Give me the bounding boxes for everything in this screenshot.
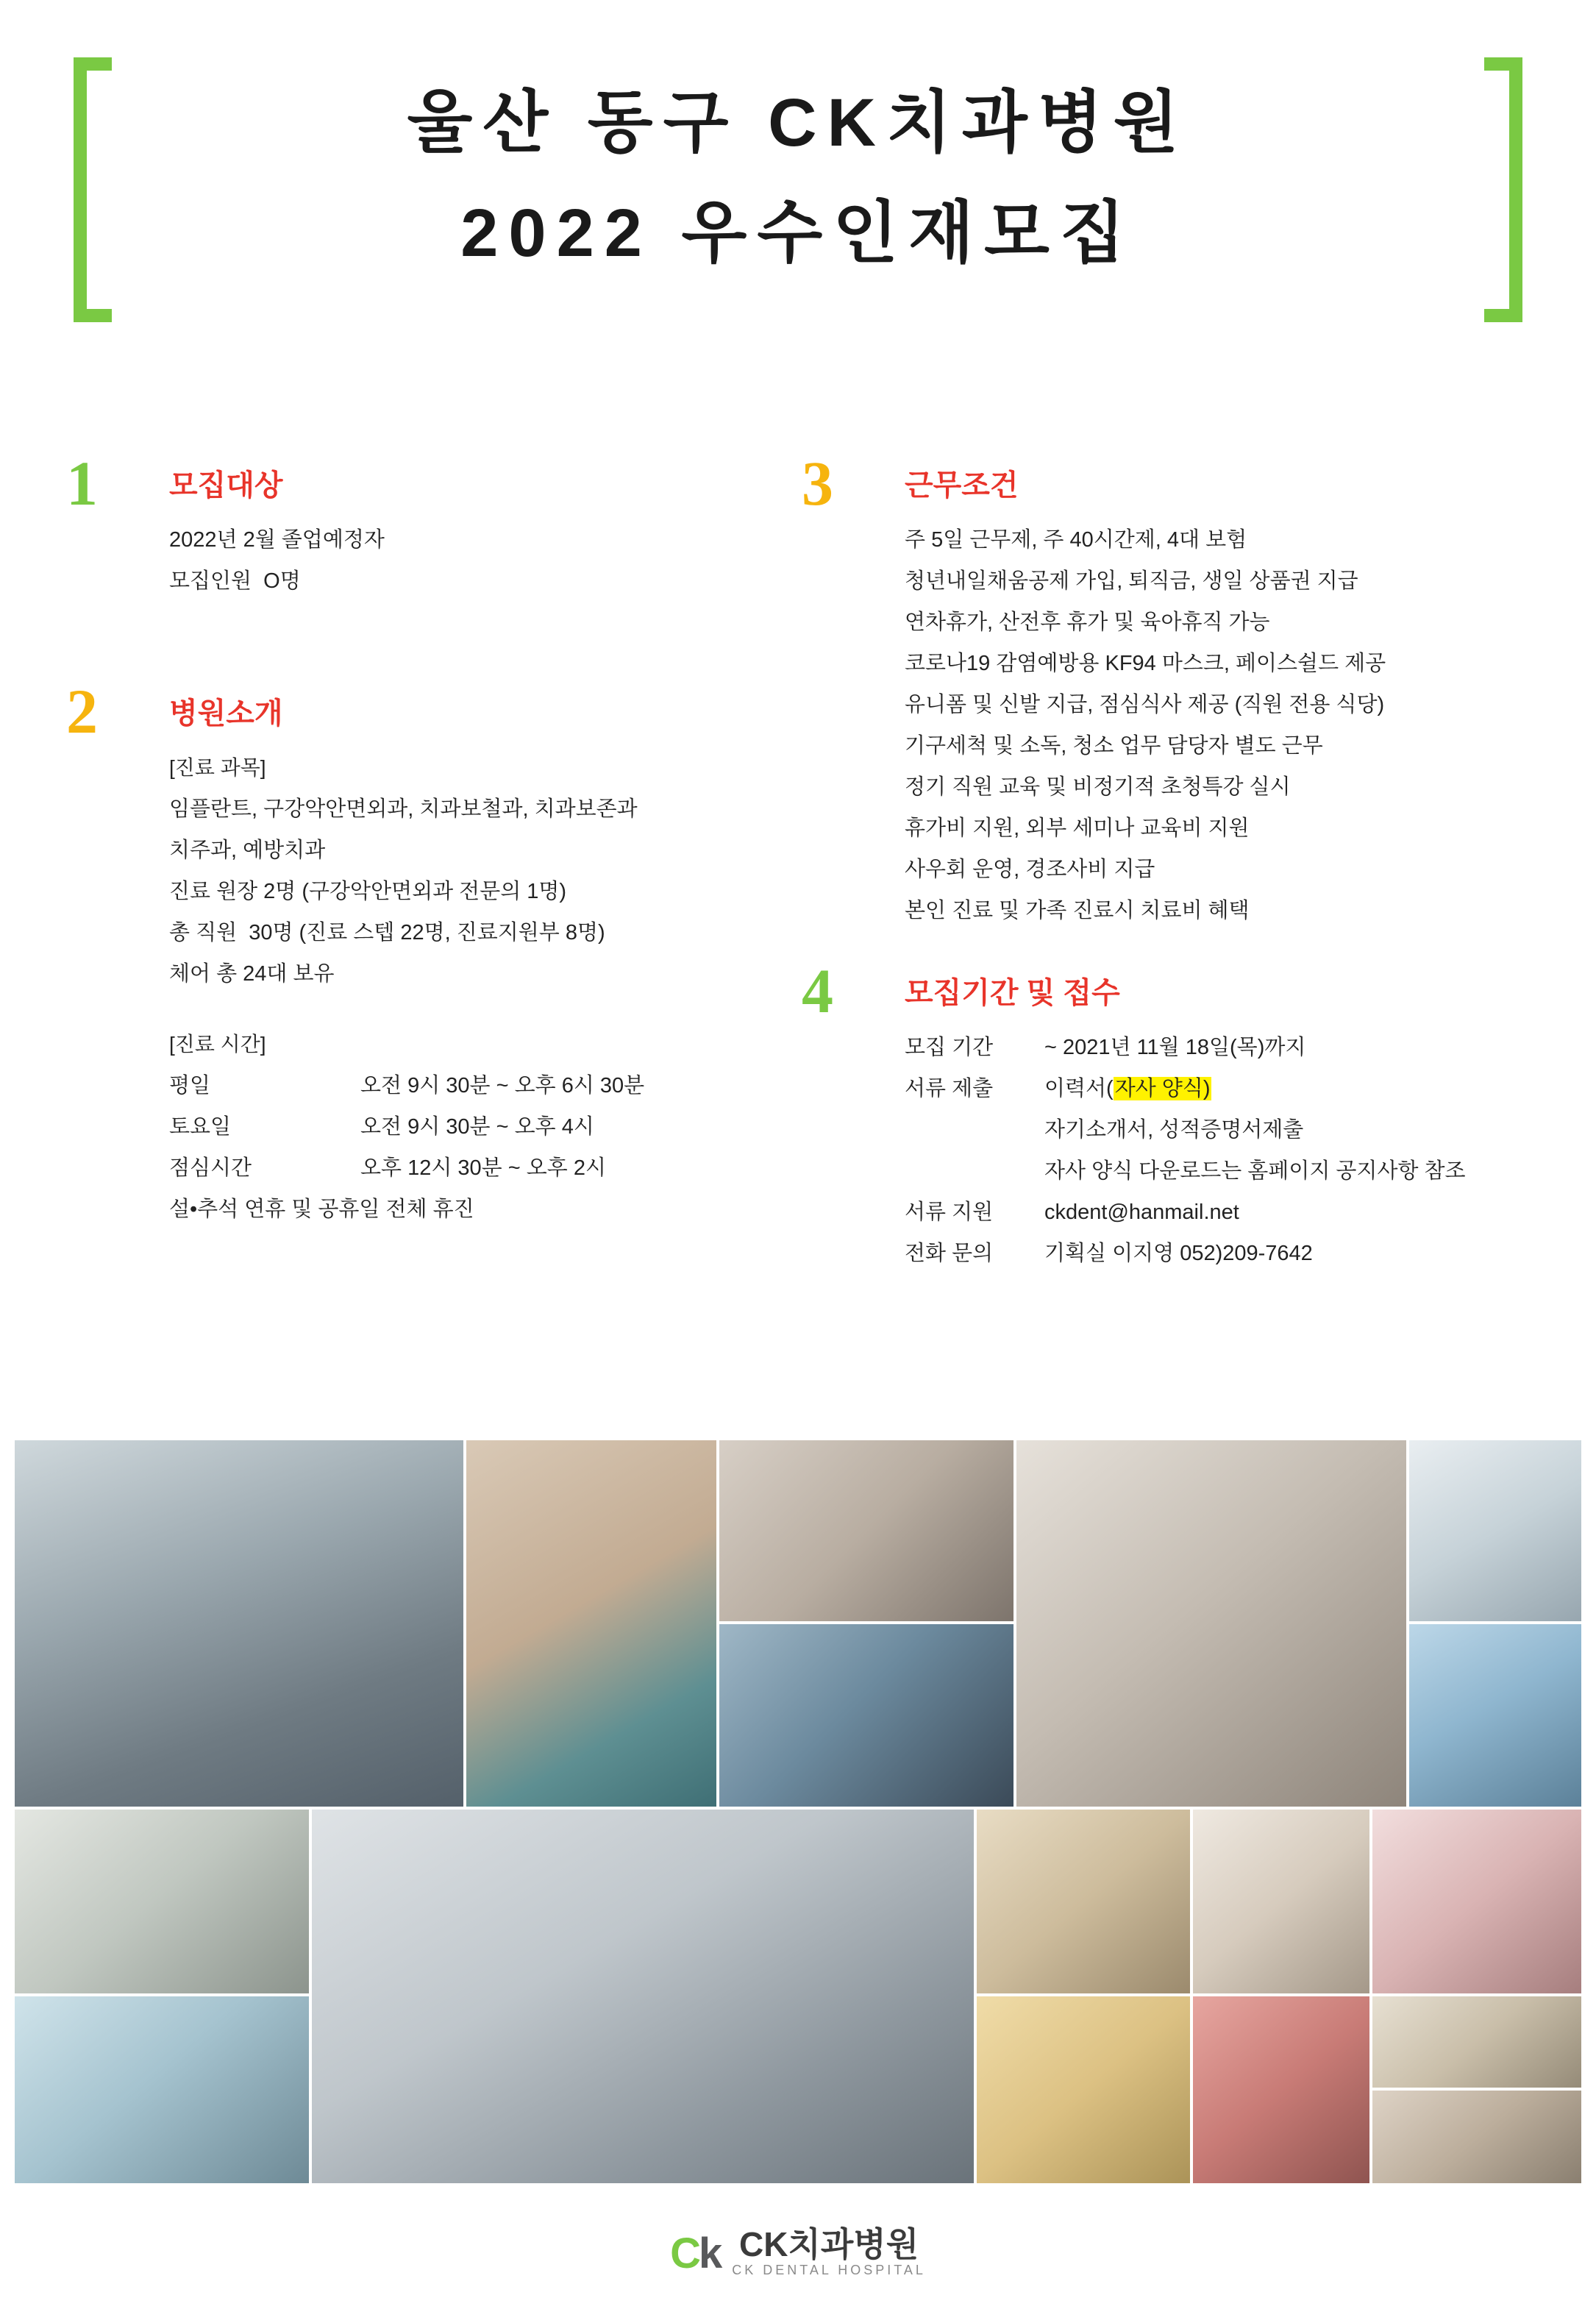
photo-treatment-closeup: [719, 1624, 1013, 1807]
hours-value-lunch: 오후 12시 30분 ~ 오후 2시: [360, 1156, 606, 1180]
application-period-value: ~ 2021년 11월 18일(목)까지: [1044, 1036, 1306, 1059]
work-condition-line-3: 연차휴가, 산전후 휴가 및 육아휴직 가능: [905, 611, 1270, 634]
section-title-hospital-intro: 병원소개: [169, 697, 283, 730]
spacer: [802, 939, 1537, 977]
ck-logo-mark: [670, 2229, 720, 2278]
subject-line-4: 총 직원 30명 (진료 스텝 22명, 진료지원부 8명): [169, 921, 605, 944]
section-application: [802, 956, 1537, 1274]
photo-gift-box-stack: [977, 1996, 1190, 2183]
hours-row-weekday: [169, 1065, 794, 1106]
photo-staff-gift-pair: [1372, 1810, 1581, 1993]
ck-logo-text-sub: CK DENTAL HOSPITAL: [732, 2262, 926, 2277]
work-condition-line-7: 정기 직원 교육 및 비정기적 초청특강 실시: [905, 775, 1291, 799]
poster-title-block: [132, 68, 1464, 288]
section-number-3: 3: [802, 448, 833, 519]
left-column: [66, 448, 794, 1237]
poster-header: [66, 57, 1530, 344]
application-period-label: 모집 기간: [905, 1036, 994, 1059]
holiday-notice: 설•추석 연휴 및 공휴일 전체 휴진: [169, 1198, 474, 1221]
subjects-heading: [진료 과목]: [169, 756, 266, 779]
photo-staff-group-boxes: [15, 1440, 463, 1807]
application-phone-row: [905, 1233, 1537, 1274]
ck-logo-letter-k: k: [698, 2229, 721, 2277]
section-recruit-target: [66, 448, 794, 690]
photo-staff-masks-group: [312, 1810, 974, 2183]
application-docs-extra-2: 자사 양식 다운로드는 홈페이지 공지사항 참조: [1044, 1159, 1466, 1183]
hours-label-saturday: 토요일: [169, 1115, 232, 1139]
hours-value-saturday: 오전 9시 30분 ~ 오후 4시: [360, 1115, 594, 1139]
photo-children-group-photo: [15, 1810, 309, 1993]
photo-staff-pair-red: [1193, 1996, 1369, 2183]
poster-content: [0, 448, 1596, 1426]
hours-label-weekday: 평일: [169, 1074, 211, 1097]
work-condition-line-2: 청년내일채움공제 가입, 퇴직금, 생일 상품권 지급: [905, 569, 1358, 593]
application-docs-label: 서류 제출: [905, 1077, 994, 1100]
application-phone-value: 기획실 이지영 052)209-7642: [1044, 1242, 1313, 1265]
application-email-row: [905, 1192, 1537, 1233]
docs-value-prefix: 이력서(: [1044, 1077, 1114, 1100]
work-condition-line-6: 기구세척 및 소독, 청소 업무 담당자 별도 근무: [905, 734, 1323, 758]
section-number-2: 2: [66, 676, 98, 747]
subject-line-2: 치주과, 예방치과: [169, 839, 326, 862]
work-condition-line-8: 휴가비 지원, 외부 세미나 교육비 지원: [905, 816, 1250, 840]
photo-team-tshirts: [1409, 1440, 1581, 1621]
recruit-target-line-1: 2022년 2월 졸업예정자: [169, 528, 385, 552]
subject-line-5: 체어 총 24대 보유: [169, 962, 335, 986]
photo-staff-mug-photo: [1193, 1810, 1369, 1993]
work-condition-line-10: 본인 진료 및 가족 진료시 치료비 혜택: [905, 899, 1250, 922]
ck-logo-letter-c: C: [670, 2229, 699, 2277]
application-docs-value: [1044, 1068, 1537, 1109]
photo-lecture-room-1: [719, 1440, 1013, 1621]
subject-line-3: 진료 원장 2명 (구강악안면외과 전문의 1명): [169, 880, 567, 903]
section-number-1: 1: [66, 448, 98, 519]
work-condition-line-1: 주 5일 근무제, 주 40시간제, 4대 보험: [905, 528, 1247, 552]
ck-logo-text: [732, 2224, 926, 2280]
section-title-application: 모집기간 및 접수: [905, 977, 1120, 1009]
application-period-row: [905, 1027, 1537, 1068]
hours-row-saturday: [169, 1106, 794, 1148]
section-title-recruit-target: 모집대상: [169, 469, 283, 502]
work-condition-line-4: 코로나19 감염예방용 KF94 마스크, 페이스쉴드 제공: [905, 652, 1386, 675]
poster-title-line-2: 2022 우수인재모집: [460, 196, 1136, 271]
hours-row-lunch: [169, 1148, 794, 1189]
work-condition-line-9: 사우회 운영, 경조사비 지급: [905, 858, 1155, 881]
section-title-work-conditions: 근무조건: [905, 469, 1019, 502]
section-work-conditions: [802, 448, 1537, 931]
application-docs-row: [905, 1068, 1537, 1109]
hours-label-lunch: 점심시간: [169, 1156, 252, 1180]
application-email-label: 서류 지원: [905, 1200, 994, 1224]
section-hospital-intro: [66, 676, 794, 1230]
hours-value-weekday: 오전 9시 30분 ~ 오후 6시 30분: [360, 1074, 645, 1097]
ck-logo: [670, 2224, 926, 2280]
application-docs-extra-1: 자기소개서, 성적증명서제출: [1044, 1118, 1304, 1142]
photo-staff-table-group: [1372, 2091, 1581, 2183]
photo-gift-set-closeup: [1372, 1996, 1581, 2088]
work-condition-line-5: 유니폼 및 신발 지급, 점심식사 제공 (직원 전용 식당): [905, 693, 1385, 716]
recruit-target-line-2: 모집인원 O명: [169, 569, 301, 593]
photo-kids-peace-sign: [15, 1996, 309, 2183]
docs-value-highlight: 자사 양식): [1114, 1077, 1211, 1100]
photo-outdoor-banner-group: [1409, 1624, 1581, 1807]
right-column: [802, 448, 1537, 1281]
section-number-4: 4: [802, 956, 833, 1026]
photo-collage: [15, 1440, 1581, 2183]
photo-doctor-portrait: [466, 1440, 716, 1807]
photo-seminar-audience: [1016, 1440, 1406, 1807]
photo-gift-boxes-staff: [977, 1810, 1190, 1993]
hours-heading: [진료 시간]: [169, 1033, 266, 1056]
poster-title-line-1: 울산 동구 CK치과병원: [407, 85, 1189, 160]
spacer: [169, 995, 794, 1024]
poster-footer: [0, 2224, 1596, 2280]
bracket-left-decoration: [74, 57, 112, 322]
application-phone-label: 전화 문의: [905, 1242, 994, 1265]
application-email-value[interactable]: ckdent@hanmail.net: [1044, 1200, 1239, 1224]
subject-line-1: 임플란트, 구강악안면외과, 치과보철과, 치과보존과: [169, 797, 638, 821]
bracket-right-decoration: [1484, 57, 1522, 322]
ck-logo-text-main: CK치과병원: [738, 2224, 919, 2263]
